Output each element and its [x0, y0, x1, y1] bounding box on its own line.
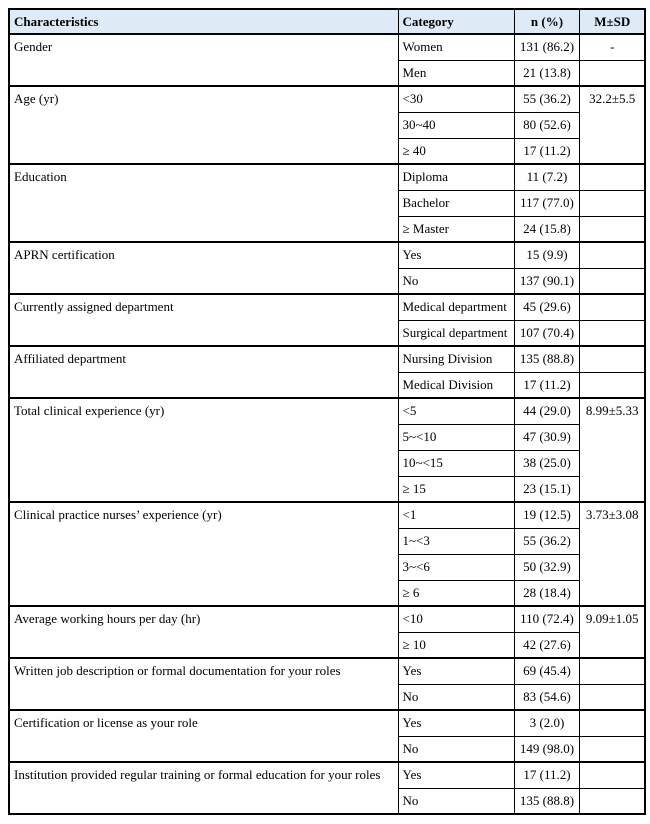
n-percent-cell: 15 (9.9)	[514, 242, 579, 268]
header-msd: M±SD	[579, 9, 645, 34]
characteristic-cell: APRN certification	[9, 242, 398, 294]
table-row	[9, 164, 645, 190]
category-cell: No	[398, 268, 514, 294]
msd-cell	[579, 268, 645, 294]
msd-cell	[579, 684, 645, 710]
category-cell: <30	[398, 86, 514, 112]
n-percent-cell: 23 (15.1)	[514, 476, 579, 502]
category-cell: 10~<15	[398, 450, 514, 476]
category-cell: Medical Division	[398, 372, 514, 398]
category-cell: Surgical department	[398, 320, 514, 346]
category-cell: Bachelor	[398, 190, 514, 216]
n-percent-cell: 24 (15.8)	[514, 216, 579, 242]
characteristic-cell: Certification or license as your role	[9, 710, 398, 762]
table-row	[9, 34, 645, 60]
category-cell: ≥ 6	[398, 580, 514, 606]
n-percent-cell: 47 (30.9)	[514, 424, 579, 450]
category-cell: Diploma	[398, 164, 514, 190]
category-cell: <10	[398, 606, 514, 632]
characteristic-cell: Education	[9, 164, 398, 242]
category-cell: <1	[398, 502, 514, 528]
characteristic-cell: Currently assigned department	[9, 294, 398, 346]
characteristic-cell: Gender	[9, 34, 398, 86]
table-row	[9, 346, 645, 372]
msd-cell	[579, 320, 645, 346]
msd-cell: 8.99±5.33	[579, 398, 645, 502]
table-row	[9, 762, 645, 788]
category-cell: 3~<6	[398, 554, 514, 580]
n-percent-cell: 38 (25.0)	[514, 450, 579, 476]
msd-cell	[579, 736, 645, 762]
characteristic-cell: Written job description or formal documentation for your roles	[9, 658, 398, 710]
msd-cell: 32.2±5.5	[579, 86, 645, 164]
n-percent-cell: 11 (7.2)	[514, 164, 579, 190]
category-cell: ≥ Master	[398, 216, 514, 242]
table-row	[9, 242, 645, 268]
table-row	[9, 606, 645, 632]
table-body	[9, 34, 645, 814]
n-percent-cell: 17 (11.2)	[514, 762, 579, 788]
n-percent-cell: 17 (11.2)	[514, 372, 579, 398]
msd-cell	[579, 788, 645, 814]
n-percent-cell: 83 (54.6)	[514, 684, 579, 710]
category-cell: Yes	[398, 762, 514, 788]
category-cell: Yes	[398, 710, 514, 736]
n-percent-cell: 50 (32.9)	[514, 554, 579, 580]
n-percent-cell: 45 (29.6)	[514, 294, 579, 320]
header-characteristics: Characteristics	[9, 9, 398, 34]
category-cell: 5~<10	[398, 424, 514, 450]
msd-cell	[579, 762, 645, 788]
table-header	[9, 9, 645, 34]
category-cell: No	[398, 788, 514, 814]
table-row	[9, 86, 645, 112]
n-percent-cell: 149 (98.0)	[514, 736, 579, 762]
n-percent-cell: 137 (90.1)	[514, 268, 579, 294]
msd-cell	[579, 658, 645, 684]
category-cell: ≥ 15	[398, 476, 514, 502]
table-row	[9, 710, 645, 736]
category-cell: 30~40	[398, 112, 514, 138]
msd-cell: 3.73±3.08	[579, 502, 645, 606]
characteristic-cell: Age (yr)	[9, 86, 398, 164]
msd-cell: 9.09±1.05	[579, 606, 645, 658]
characteristic-cell: Average working hours per day (hr)	[9, 606, 398, 658]
category-cell: Yes	[398, 658, 514, 684]
msd-cell: -	[579, 34, 645, 60]
msd-cell	[579, 190, 645, 216]
msd-cell	[579, 710, 645, 736]
category-cell: Yes	[398, 242, 514, 268]
n-percent-cell: 135 (88.8)	[514, 788, 579, 814]
demographics-table	[8, 8, 646, 815]
msd-cell	[579, 216, 645, 242]
n-percent-cell: 17 (11.2)	[514, 138, 579, 164]
n-percent-cell: 19 (12.5)	[514, 502, 579, 528]
category-cell: ≥ 40	[398, 138, 514, 164]
category-cell: No	[398, 684, 514, 710]
category-cell: No	[398, 736, 514, 762]
msd-cell	[579, 372, 645, 398]
table-row	[9, 502, 645, 528]
characteristic-cell: Clinical practice nurses’ experience (yr)	[9, 502, 398, 606]
n-percent-cell: 69 (45.4)	[514, 658, 579, 684]
table-row	[9, 294, 645, 320]
msd-cell	[579, 164, 645, 190]
category-cell: Nursing Division	[398, 346, 514, 372]
n-percent-cell: 55 (36.2)	[514, 528, 579, 554]
n-percent-cell: 55 (36.2)	[514, 86, 579, 112]
msd-cell	[579, 346, 645, 372]
table-row	[9, 658, 645, 684]
category-cell: <5	[398, 398, 514, 424]
n-percent-cell: 28 (18.4)	[514, 580, 579, 606]
n-percent-cell: 135 (88.8)	[514, 346, 579, 372]
category-cell: Medical department	[398, 294, 514, 320]
n-percent-cell: 110 (72.4)	[514, 606, 579, 632]
header-row	[9, 9, 645, 34]
n-percent-cell: 131 (86.2)	[514, 34, 579, 60]
n-percent-cell: 117 (77.0)	[514, 190, 579, 216]
characteristic-cell: Institution provided regular training or formal education for your roles	[9, 762, 398, 814]
msd-cell	[579, 242, 645, 268]
msd-cell	[579, 60, 645, 86]
n-percent-cell: 21 (13.8)	[514, 60, 579, 86]
n-percent-cell: 44 (29.0)	[514, 398, 579, 424]
category-cell: ≥ 10	[398, 632, 514, 658]
category-cell: Men	[398, 60, 514, 86]
msd-cell	[579, 294, 645, 320]
characteristic-cell: Total clinical experience (yr)	[9, 398, 398, 502]
n-percent-cell: 42 (27.6)	[514, 632, 579, 658]
characteristic-cell: Affiliated department	[9, 346, 398, 398]
table-row	[9, 398, 645, 424]
n-percent-cell: 107 (70.4)	[514, 320, 579, 346]
n-percent-cell: 80 (52.6)	[514, 112, 579, 138]
header-n-pct: n (%)	[514, 9, 579, 34]
n-percent-cell: 3 (2.0)	[514, 710, 579, 736]
category-cell: 1~<3	[398, 528, 514, 554]
header-category: Category	[398, 9, 514, 34]
category-cell: Women	[398, 34, 514, 60]
